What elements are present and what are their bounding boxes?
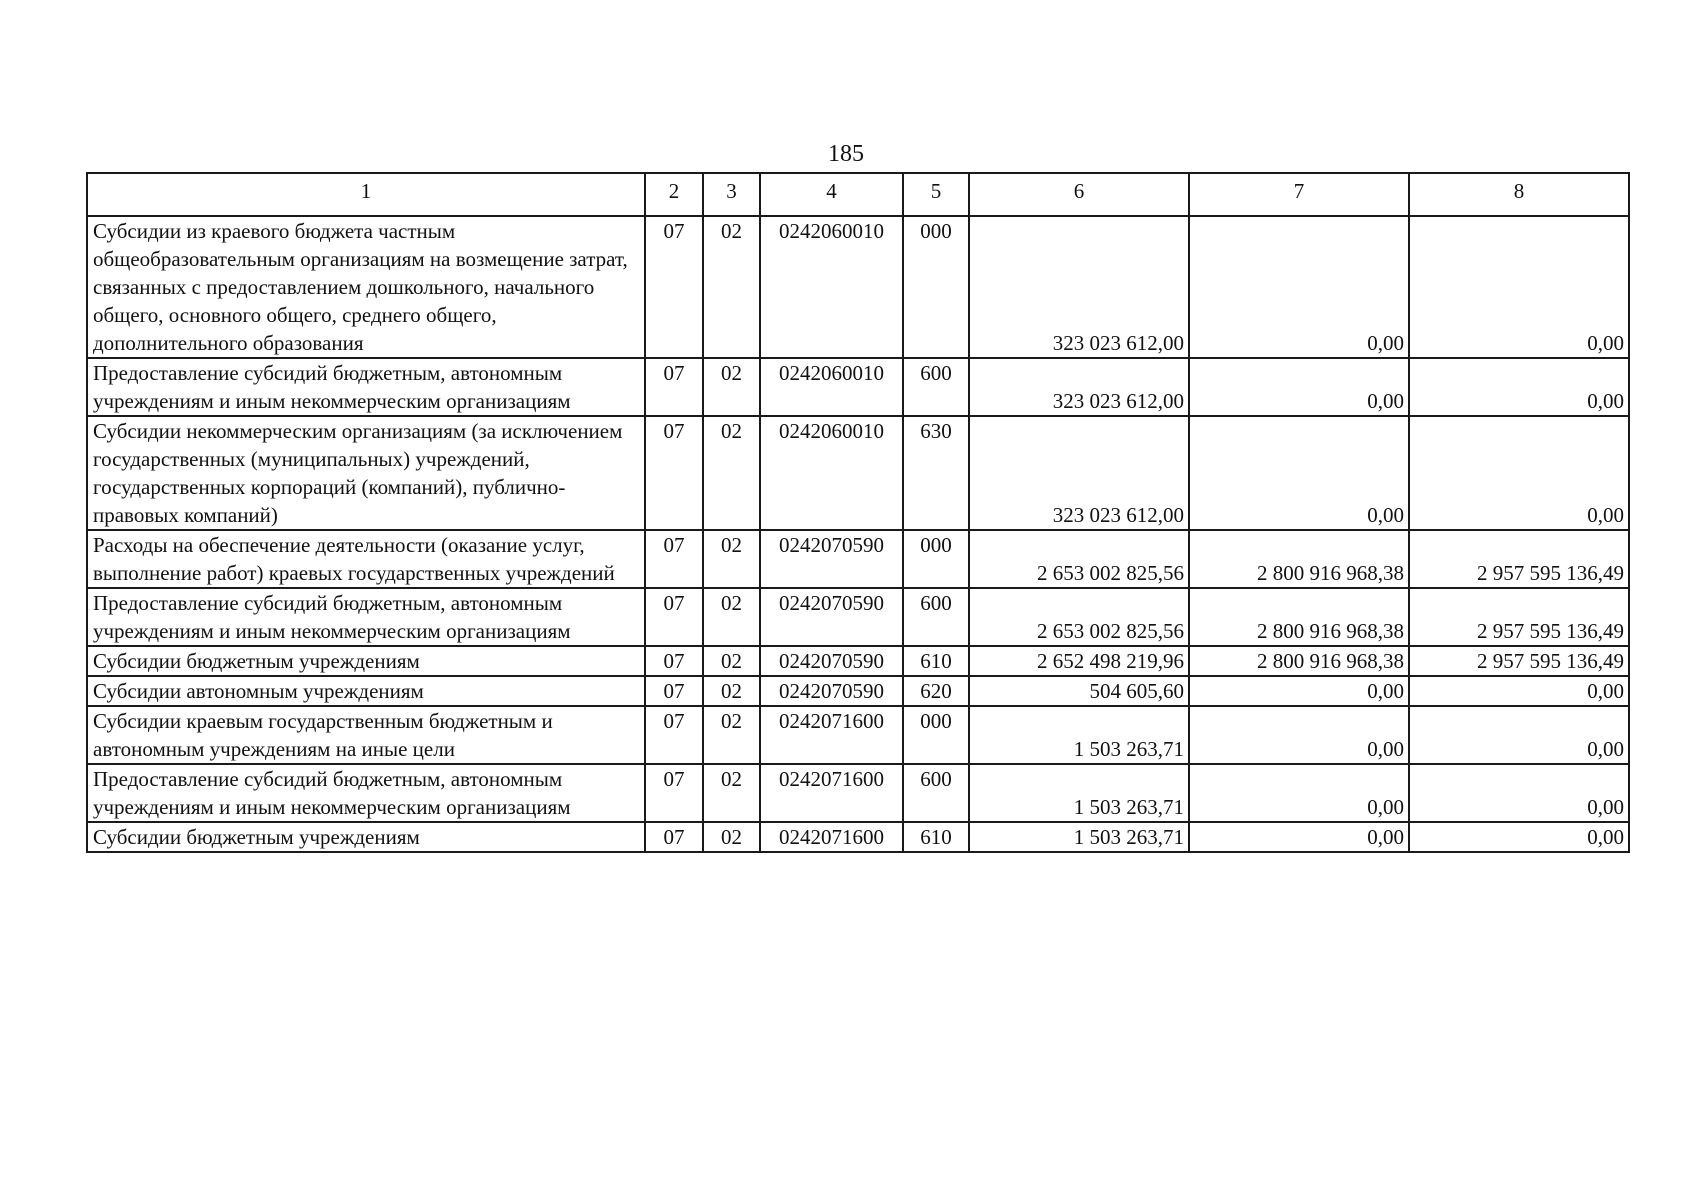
amount-col7: 2 800 916 968,38 [1189, 646, 1409, 676]
amount-col6: 2 652 498 219,96 [969, 646, 1189, 676]
amount-col6: 323 023 612,00 [969, 358, 1189, 416]
section-code: 07 [645, 416, 703, 530]
target-article-code: 0242071600 [760, 764, 903, 822]
amount-col8: 2 957 595 136,49 [1409, 530, 1629, 588]
expense-type-code: 000 [903, 216, 969, 358]
section-code: 07 [645, 216, 703, 358]
subsection-code: 02 [703, 530, 760, 588]
section-code: 07 [645, 676, 703, 706]
target-article-code: 0242060010 [760, 216, 903, 358]
expense-type-code: 600 [903, 588, 969, 646]
subsection-code: 02 [703, 358, 760, 416]
section-code: 07 [645, 646, 703, 676]
expense-type-code: 000 [903, 706, 969, 764]
column-header: 2 [645, 173, 703, 216]
amount-col7: 0,00 [1189, 706, 1409, 764]
amount-col8: 0,00 [1409, 676, 1629, 706]
target-article-code: 0242070590 [760, 646, 903, 676]
amount-col7: 0,00 [1189, 764, 1409, 822]
column-header: 8 [1409, 173, 1629, 216]
subsection-code: 02 [703, 416, 760, 530]
amount-col7: 0,00 [1189, 822, 1409, 852]
section-code: 07 [645, 822, 703, 852]
amount-col7: 2 800 916 968,38 [1189, 530, 1409, 588]
column-header: 4 [760, 173, 903, 216]
amount-col6: 323 023 612,00 [969, 416, 1189, 530]
expense-type-code: 600 [903, 764, 969, 822]
expense-name: Субсидии автономным учреждениям [87, 676, 645, 706]
column-header: 6 [969, 173, 1189, 216]
table-row [87, 706, 1629, 764]
amount-col8: 0,00 [1409, 706, 1629, 764]
table-row [87, 416, 1629, 530]
target-article-code: 0242070590 [760, 530, 903, 588]
column-header: 5 [903, 173, 969, 216]
table-row [87, 358, 1629, 416]
expense-type-code: 610 [903, 646, 969, 676]
expense-name: Предоставление субсидий бюджетным, автономным учреждениям и иным некоммерческим организациям [87, 358, 645, 416]
section-code: 07 [645, 530, 703, 588]
expense-type-code: 600 [903, 358, 969, 416]
expense-type-code: 620 [903, 676, 969, 706]
amount-col6: 504 605,60 [969, 676, 1189, 706]
amount-col6: 2 653 002 825,56 [969, 530, 1189, 588]
subsection-code: 02 [703, 646, 760, 676]
table-row [87, 588, 1629, 646]
page-number: 185 [828, 141, 864, 167]
target-article-code: 0242071600 [760, 822, 903, 852]
target-article-code: 0242060010 [760, 358, 903, 416]
target-article-code: 0242071600 [760, 706, 903, 764]
amount-col7: 2 800 916 968,38 [1189, 588, 1409, 646]
amount-col7: 0,00 [1189, 216, 1409, 358]
budget-table [86, 172, 1630, 853]
amount-col7: 0,00 [1189, 358, 1409, 416]
subsection-code: 02 [703, 822, 760, 852]
column-header: 3 [703, 173, 760, 216]
amount-col6: 2 653 002 825,56 [969, 588, 1189, 646]
table-header-row [87, 173, 1629, 216]
section-code: 07 [645, 588, 703, 646]
expense-name: Расходы на обеспечение деятельности (оказание услуг, выполнение работ) краевых государственных учреждений [87, 530, 645, 588]
amount-col8: 0,00 [1409, 216, 1629, 358]
amount-col6: 323 023 612,00 [969, 216, 1189, 358]
expense-type-code: 610 [903, 822, 969, 852]
amount-col8: 0,00 [1409, 822, 1629, 852]
column-header: 1 [87, 173, 645, 216]
section-code: 07 [645, 358, 703, 416]
expense-name: Субсидии из краевого бюджета частным общеобразовательным организациям на возмещение затрат, связанных с предоставлением дошкольного, начального общего, основного общего, среднего общего, дополнительного образования [87, 216, 645, 358]
section-code: 07 [645, 706, 703, 764]
target-article-code: 0242070590 [760, 588, 903, 646]
subsection-code: 02 [703, 706, 760, 764]
amount-col6: 1 503 263,71 [969, 822, 1189, 852]
expense-type-code: 630 [903, 416, 969, 530]
table-row [87, 676, 1629, 706]
expense-name: Предоставление субсидий бюджетным, автономным учреждениям и иным некоммерческим организациям [87, 588, 645, 646]
subsection-code: 02 [703, 676, 760, 706]
table-row [87, 646, 1629, 676]
table-row [87, 822, 1629, 852]
target-article-code: 0242070590 [760, 676, 903, 706]
amount-col8: 0,00 [1409, 764, 1629, 822]
amount-col6: 1 503 263,71 [969, 764, 1189, 822]
expense-name: Субсидии бюджетным учреждениям [87, 646, 645, 676]
target-article-code: 0242060010 [760, 416, 903, 530]
amount-col8: 2 957 595 136,49 [1409, 588, 1629, 646]
amount-col8: 0,00 [1409, 416, 1629, 530]
expense-type-code: 000 [903, 530, 969, 588]
amount-col8: 2 957 595 136,49 [1409, 646, 1629, 676]
amount-col8: 0,00 [1409, 358, 1629, 416]
expense-name: Предоставление субсидий бюджетным, автономным учреждениям и иным некоммерческим организациям [87, 764, 645, 822]
column-header: 7 [1189, 173, 1409, 216]
table-row [87, 216, 1629, 358]
table-row [87, 764, 1629, 822]
amount-col7: 0,00 [1189, 416, 1409, 530]
amount-col7: 0,00 [1189, 676, 1409, 706]
subsection-code: 02 [703, 588, 760, 646]
amount-col6: 1 503 263,71 [969, 706, 1189, 764]
subsection-code: 02 [703, 764, 760, 822]
expense-name: Субсидии некоммерческим организациям (за исключением государственных (муниципальных) учреждений, государственных корпораций (компаний), публично-правовых компаний) [87, 416, 645, 530]
section-code: 07 [645, 764, 703, 822]
subsection-code: 02 [703, 216, 760, 358]
expense-name: Субсидии краевым государственным бюджетным и автономным учреждениям на иные цели [87, 706, 645, 764]
expense-name: Субсидии бюджетным учреждениям [87, 822, 645, 852]
table-row [87, 530, 1629, 588]
